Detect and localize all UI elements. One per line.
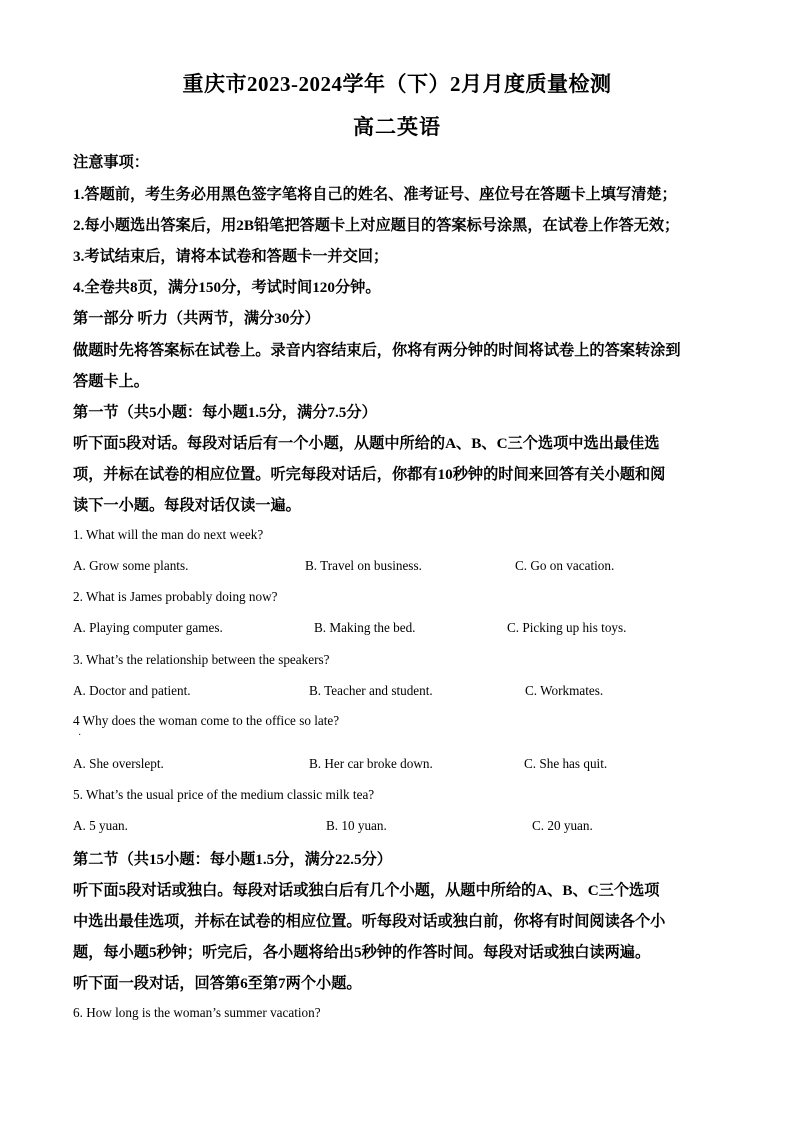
section2-instruction-line-4: 听下面一段对话，回答第6至第7两个小题。	[73, 975, 362, 992]
question-3-option-a: A. Doctor and patient.	[73, 683, 191, 698]
question-4: 4 Why does the woman come to the office so late?	[73, 713, 340, 728]
part1-instruction-line-2: 答题卡上。	[73, 373, 149, 390]
question-2-option-a: A. Playing computer games.	[73, 620, 223, 635]
part1-heading: 第一部分 听力（共两节，满分30分）	[73, 310, 320, 327]
question-1-option-c: C. Go on vacation.	[515, 558, 615, 573]
question-5-option-b: B. 10 yuan.	[326, 818, 387, 833]
section2-instruction-line-1: 听下面5段对话或独白。每段对话或独白后有几个小题，从题中所给的A、B、C三个选项	[73, 882, 660, 899]
stray-dot: ·	[78, 730, 82, 741]
section2-instruction-line-2: 中选出最佳选项，并标在试卷的相应位置。听每段对话或独白前，你将有时间阅读各个小	[73, 913, 666, 930]
question-6: 6. How long is the woman’s summer vacation?	[73, 1005, 321, 1020]
question-5-option-a: A. 5 yuan.	[73, 818, 128, 833]
note-2: 2.每小题选出答案后，用2B铅笔把答题卡上对应题目的答案标号涂黑，在试卷上作答无效；	[73, 217, 680, 234]
exam-title: 重庆市2023-2024学年（下）2月月度质量检测	[182, 72, 612, 96]
question-2-option-c: C. Picking up his toys.	[507, 620, 627, 635]
question-4-option-b: B. Her car broke down.	[309, 756, 433, 771]
question-4-option-c: C. She has quit.	[524, 756, 608, 771]
section1-instruction-line-3: 读下一小题。每段对话仅读一遍。	[73, 497, 301, 514]
part1-instruction-line-1: 做题时先将答案标在试卷上。录音内容结束后，你将有两分钟的时间将试卷上的答案转涂到	[73, 342, 681, 359]
section2-heading: 第二节（共15小题：每小题1.5分，满分22.5分）	[73, 851, 392, 868]
question-5: 5. What’s the usual price of the medium classic milk tea?	[73, 787, 375, 802]
question-2-option-b: B. Making the bed.	[314, 620, 416, 635]
note-1: 1.答题前，考生务必用黑色签字笔将自己的姓名、准考证号、座位号在答题卡上填写清楚；	[73, 186, 677, 203]
question-3-option-b: B. Teacher and student.	[309, 683, 433, 698]
question-1: 1. What will the man do next week?	[73, 527, 264, 542]
notes-heading: 注意事项：	[73, 154, 149, 171]
section1-instruction-line-1: 听下面5段对话。每段对话后有一个小题，从题中所给的A、B、C三个选项中选出最佳选	[73, 435, 660, 452]
question-3-option-c: C. Workmates.	[525, 683, 604, 698]
question-1-option-a: A. Grow some plants.	[73, 558, 189, 573]
section1-instruction-line-2: 项，并标在试卷的相应位置。听完每段对话后，你都有10秒钟的时间来回答有关小题和阅	[73, 466, 666, 483]
section1-heading: 第一节（共5小题：每小题1.5分，满分7.5分）	[73, 404, 377, 421]
question-5-option-c: C. 20 yuan.	[532, 818, 593, 833]
note-3: 3.考试结束后，请将本试卷和答题卡一并交回；	[73, 248, 389, 265]
question-2: 2. What is James probably doing now?	[73, 589, 278, 604]
question-1-option-b: B. Travel on business.	[305, 558, 422, 573]
note-4: 4.全卷共8页，满分150分，考试时间120分钟。	[73, 279, 381, 296]
section2-instruction-line-3: 题，每小题5秒钟；听完后，各小题将给出5秒钟的作答时间。每段对话或独白读两遍。	[73, 944, 651, 961]
exam-subtitle: 高二英语	[353, 115, 441, 139]
question-3: 3. What’s the relationship between the speakers?	[73, 652, 330, 667]
question-4-option-a: A. She overslept.	[73, 756, 164, 771]
